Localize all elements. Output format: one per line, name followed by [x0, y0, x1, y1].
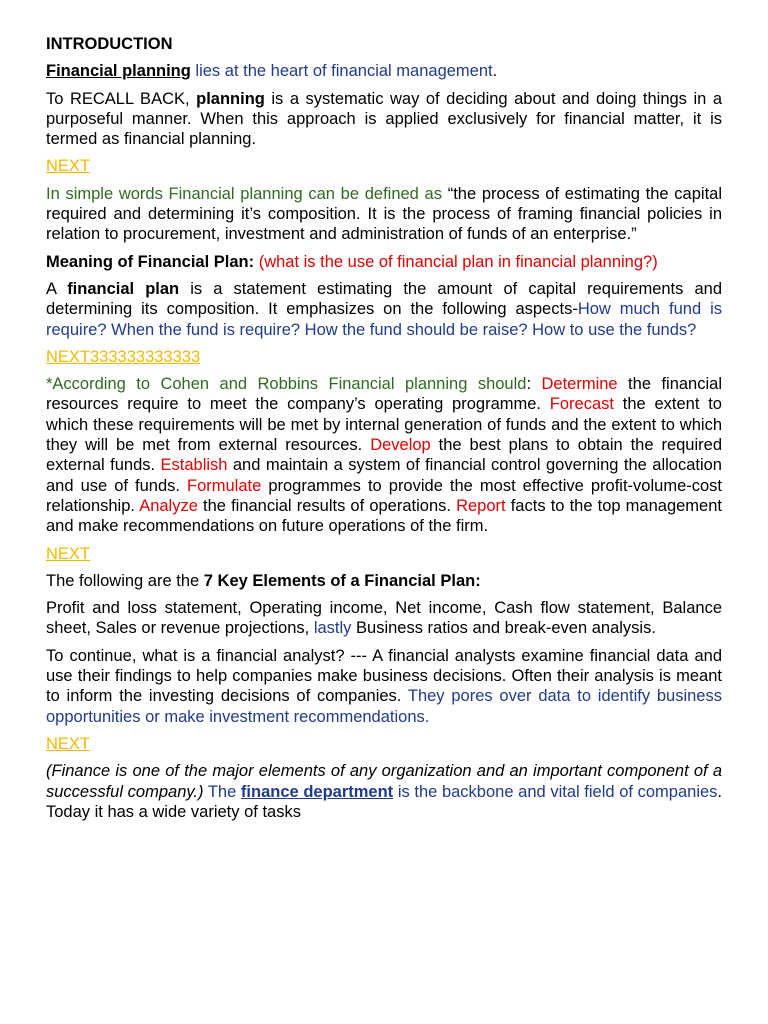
finance-rest: . Today it has a wide variety of tasks [46, 782, 723, 821]
keyword-develop: Develop [370, 436, 431, 455]
term-key-elements: 7 Key Elements of a Financial Plan: [203, 571, 481, 590]
meaning-question: (what is the use of financial plan in financial planning?) [254, 252, 658, 271]
cohen-text-2: the extent to which these requirements will be met by internal generation of funds and the extent to which they will be met from external resources. [46, 395, 722, 455]
plan-rest: is a statement estimating the amount of capital requirements and determining its composition. It emphasizes on the following aspects- [46, 279, 723, 319]
cohen-intro: *According to Cohen and Robbins Financial planning should [46, 375, 527, 394]
paragraph-financial-analyst [46, 646, 722, 727]
definition-text: “the process of estimating the capital required and determining it’s composition. It is the process of framing financial policies in relation to procurement, investment and administration of funds of an enterprise.” [46, 184, 722, 244]
intro-text: lies at the heart of financial management [190, 62, 493, 81]
cohen-text-5: programmes to provide the most effective profit-volume-cost relationship. [46, 476, 722, 515]
key-elements-start: The following are the [46, 571, 204, 590]
term-financial-planning: Financial planning [46, 62, 191, 81]
keyword-forecast: Forecast [549, 395, 614, 414]
next-marker [46, 347, 722, 367]
analyst-text: To continue, what is a financial analyst? --- A financial analysts examine financial data and use their findings to help companies make business decisions. Often their analysis is meant to inform the investing decisions of companies. [46, 646, 722, 706]
analyst-highlight: They pores over data to identify business opportunities or make investment recommendations. [46, 687, 722, 726]
next-marker [46, 156, 722, 176]
next-label: NEXT [46, 157, 91, 176]
finance-italic: (Finance is one of the major elements of any organization and an important component of a successful company.) [46, 762, 722, 801]
paragraph-definition [46, 184, 722, 245]
next-marker [46, 544, 722, 564]
cohen-text-3: the best plans to obtain the required external funds. [46, 436, 722, 475]
paragraph-key-elements-list [46, 598, 722, 639]
term-planning: planning [196, 89, 265, 108]
elements-list: Profit and loss statement, Operating income, Net income, Cash flow statement, Balance sheet, Sales or revenue projections, [46, 599, 722, 638]
keyword-formulate: Formulate [187, 476, 262, 495]
word-lastly: lastly [313, 619, 352, 638]
recall-rest: is a systematic way of deciding about and doing things in a purposeful manner. When this approach is applied exclusively for financial matter, it is termed as financial planning. [46, 89, 723, 149]
term-financial-plan: financial plan [67, 279, 180, 298]
plan-start: A [46, 279, 68, 298]
cohen-colon: : [526, 375, 542, 394]
term-meaning-of-financial-plan: Meaning of Financial Plan: [46, 252, 255, 271]
paragraph-recall-back [46, 89, 722, 150]
next-marker [46, 734, 722, 754]
paragraph-meaning-heading [46, 252, 722, 272]
cohen-text-6: the financial results of operations. [197, 496, 457, 515]
term-finance-department: finance department [240, 782, 394, 801]
paragraph-key-elements-heading [46, 571, 722, 591]
paragraph-financial-planning-intro [46, 61, 722, 81]
cohen-text-4: and maintain a system of financial control governing the allocation and use of funds. [46, 456, 722, 495]
cohen-text-7: facts to the top management and make recommendations on future operations of the firm. [46, 496, 722, 536]
intro-period: . [492, 62, 498, 81]
next-label: NEXT [46, 544, 91, 563]
elements-rest: Business ratios and break-even analysis. [351, 619, 656, 638]
finance-backbone: is the backbone and vital field of companies [393, 782, 718, 801]
keyword-analyze: Analyze [139, 496, 198, 515]
recall-start: To RECALL BACK, [46, 89, 197, 108]
section-heading: INTRODUCTION [46, 35, 173, 53]
keyword-report: Report [456, 496, 506, 515]
next-label: NEXT [46, 734, 91, 753]
paragraph-finance-department [46, 761, 722, 822]
paragraph-cohen-robbins [46, 374, 722, 536]
finance-the: The [203, 782, 241, 801]
cohen-text-1: the financial resources require to meet the company’s operating programme. [46, 375, 722, 414]
keyword-establish: Establish [160, 456, 228, 475]
paragraph-financial-plan [46, 279, 722, 340]
keyword-determine: Determine [541, 375, 618, 394]
plan-questions: How much fund is require? When the fund is require? How the fund should be raise? How to use the funds? [46, 300, 722, 339]
next-label: NEXT333333333333 [46, 347, 201, 366]
definition-lead: In simple words Financial planning can be defined as [46, 184, 442, 203]
